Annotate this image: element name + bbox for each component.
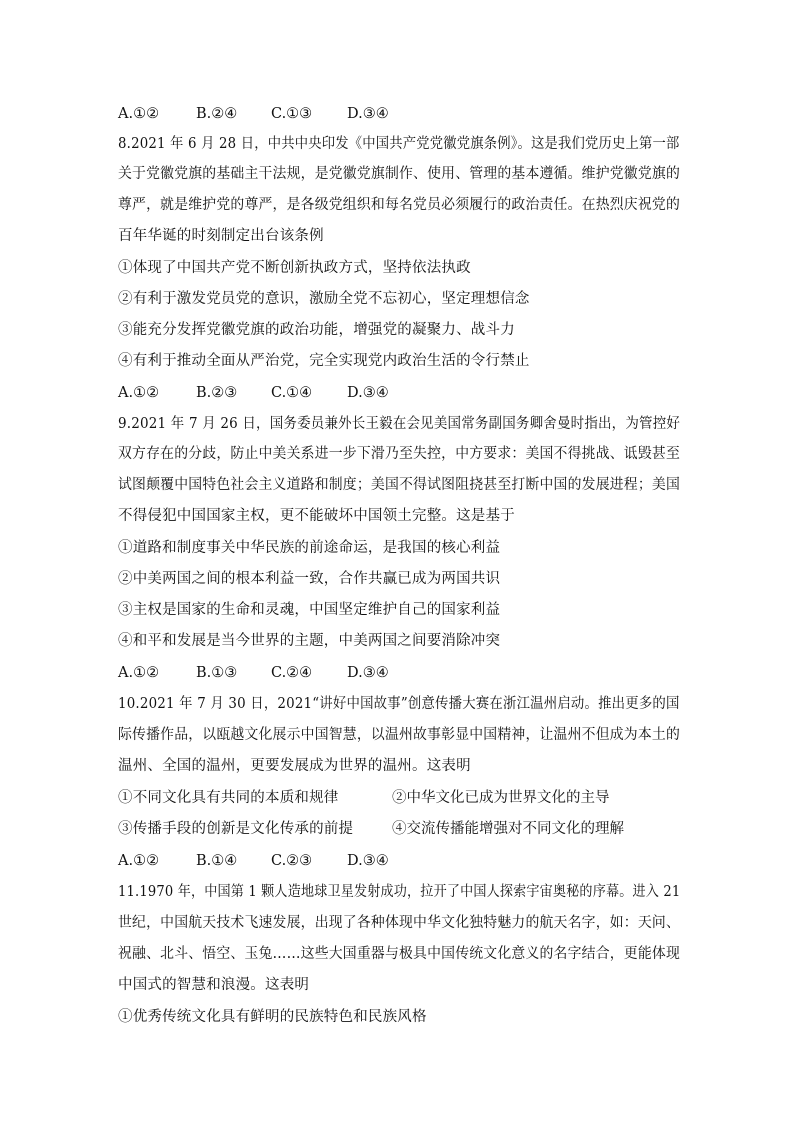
option-d[interactable]: D.③④ — [347, 665, 389, 681]
option-b[interactable]: B.②③ — [196, 385, 238, 401]
option-c[interactable]: C.①④ — [271, 385, 313, 401]
q9-item: ④和平和发展是当今世界的主题，中美两国之间要消除冲突 — [118, 633, 501, 649]
q10-item: ③传播手段的创新是文化传承的前提 — [118, 821, 354, 837]
q8-item: ③能充分发挥党徽党旗的政治功能，增强党的凝聚力、战斗力 — [118, 322, 515, 338]
q10-item: ④交流传播能增强对不同文化的理解 — [392, 821, 624, 837]
option-a[interactable]: A.①② — [118, 853, 160, 869]
option-c[interactable]: C.②④ — [271, 665, 313, 681]
option-d[interactable]: D.③④ — [347, 385, 389, 401]
option-a[interactable]: A.①② — [118, 385, 160, 401]
option-c[interactable]: C.①③ — [271, 106, 313, 122]
q8-item: ②有利于激发党员党的意识，激励全党不忘初心，坚定理想信念 — [118, 291, 530, 307]
q8-stem-line: 尊严，就是维护党的尊严，是各级党组织和每名党员必须履行的政治责任。在热烈庆祝党的 — [118, 197, 681, 213]
q8-item: ①体现了中国共产党不断创新执政方式，坚持依法执政 — [118, 260, 471, 276]
q10-stem-line: 10.2021 年 7 月 30 日，2021“讲好中国故事”创意传播大赛在浙江温州启动。推出更多的国 — [118, 696, 680, 712]
q11-stem-line: 11.1970 年，中国第 1 颗人造地球卫星发射成功，拉开了中国人探索宇宙奥秘的序幕。进入 21 — [118, 884, 681, 900]
q10-item: ①不同文化具有共同的本质和规律 — [118, 790, 339, 806]
q10-stem-line: 温州、全国的温州，更要发展成为世界的温州。这表明 — [118, 758, 471, 774]
q9-item: ③主权是国家的生命和灵魂，中国坚定维护自己的国家利益 — [118, 602, 501, 618]
option-b[interactable]: B.①③ — [196, 665, 238, 681]
q11-stem-line: 世纪，中国航天技术飞速发展，出现了各种体现中华文化独特魅力的航天名字，如：天问、 — [118, 915, 681, 931]
q8-stem-line: 8.2021 年 6 月 28 日，中共中央印发《中国共产党党徽党旗条例》。这是我们党历史上第一部 — [118, 136, 680, 152]
option-a[interactable]: A.①② — [118, 665, 160, 681]
option-d[interactable]: D.③④ — [347, 853, 389, 869]
q8-stem-line: 关于党徽党旗的基础主干法规，是党徽党旗制作、使用、管理的基本遵循。维护党徽党旗的 — [118, 166, 681, 182]
q8-item: ④有利于推动全面从严治党，完全实现党内政治生活的令行禁止 — [118, 353, 530, 369]
q11-stem-line: 中国式的智慧和浪漫。这表明 — [118, 977, 310, 993]
q8-stem-line: 百年华诞的时刻制定出台该条例 — [118, 228, 324, 244]
q9-stem-line: 不得侵犯中国国家主权，更不能破坏中国领土完整。这是基于 — [118, 508, 515, 524]
q10-stem-line: 际传播作品，以瓯越文化展示中国智慧，以温州故事彰显中国精神，让温州不但成为本土的 — [118, 727, 681, 743]
q9-stem-line: 试图颠覆中国特色社会主义道路和制度；美国不得试图阻挠甚至打断中国的发展进程；美国 — [118, 477, 681, 493]
q11-stem-line: 祝融、北斗、悟空、玉兔……这些大国重器与极具中国传统文化意义的名字结合，更能体现 — [118, 946, 681, 962]
q10-item: ②中华文化已成为世界文化的主导 — [392, 790, 610, 806]
option-d[interactable]: D.③④ — [347, 106, 389, 122]
q9-stem-line: 9.2021 年 7 月 26 日，国务委员兼外长王毅在会见美国常务副国务卿舍曼时指出，为管控好 — [118, 416, 681, 432]
option-c[interactable]: C.②③ — [271, 853, 313, 869]
q9-item: ②中美两国之间的根本利益一致，合作共赢已成为两国共识 — [118, 571, 501, 587]
option-b[interactable]: B.①④ — [196, 853, 238, 869]
q9-item: ①道路和制度事关中华民族的前途命运，是我国的核心利益 — [118, 540, 501, 556]
q11-item: ①优秀传统文化具有鲜明的民族特色和民族风格 — [118, 1009, 427, 1025]
option-a[interactable]: A.①② — [118, 106, 160, 122]
q9-stem-line: 双方存在的分歧，防止中美关系进一步下滑乃至失控，中方要求：美国不得挑战、诋毁甚至 — [118, 446, 681, 462]
option-b[interactable]: B.②④ — [196, 106, 238, 122]
